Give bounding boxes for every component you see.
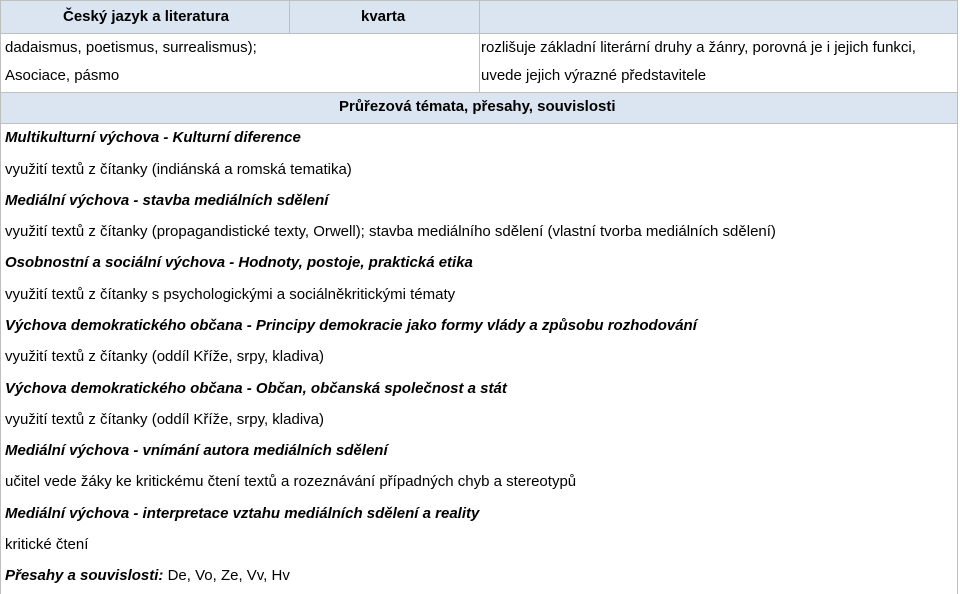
topic-detail: kritické čtení [5, 536, 89, 553]
header-subject-cell [0, 0, 290, 34]
topic-detail: učitel vede žáky ke kritickému čtení textů a rozeznávání případných chyb a stereotypů [5, 473, 577, 490]
topic-title: Osobnostní a sociální výchova - Hodnoty, postoje, praktická etika [5, 254, 473, 271]
topic-detail: využití textů z čítanky (propagandistické texty, Orwell); stavba mediálního sdělení (vlastní tvorba mediálních sdělení) [5, 223, 776, 240]
content-right-line2: uvede jejich výrazné představitele [481, 67, 707, 84]
header-empty-cell [479, 0, 958, 34]
topic-title: Výchova demokratického občana - Principy demokracie jako formy vlády a způsobu rozhodování [5, 317, 697, 334]
content-left-line1: dadaismus, poetismus, surrealismus); [5, 39, 257, 56]
section-heading-cell [0, 92, 958, 124]
header-grade-cell [289, 0, 480, 34]
topic-title: Výchova demokratického občana - Občan, občanská společnost a stát [5, 380, 507, 397]
footer-line [5, 566, 290, 586]
topic-detail: využití textů z čítanky s psychologickými a sociálněkritickými tématy [5, 286, 456, 303]
header-subject: Český jazyk a literatura [63, 8, 229, 25]
content-right-cell [479, 33, 958, 93]
content-left-cell [0, 33, 480, 93]
section-heading: Průřezová témata, přesahy, souvislosti [339, 98, 616, 115]
topic-detail: využití textů z čítanky (oddíl Kříže, srpy, kladiva) [5, 411, 324, 428]
topics-block [0, 123, 958, 594]
topic-detail: využití textů z čítanky (indiánská a romská tematika) [5, 161, 352, 178]
topic-title: Mediální výchova - interpretace vztahu mediálních sdělení a reality [5, 505, 480, 522]
topic-title: Mediální výchova - vnímání autora mediálních sdělení [5, 442, 388, 459]
footer-label: Přesahy a souvislosti: [5, 567, 164, 584]
topic-title: Mediální výchova - stavba mediálních sdělení [5, 192, 329, 209]
topic-title: Multikulturní výchova - Kulturní diference [5, 129, 301, 146]
topic-detail: využití textů z čítanky (oddíl Kříže, srpy, kladiva) [5, 348, 324, 365]
header-grade: kvarta [361, 8, 406, 25]
footer-value: De, Vo, Ze, Vv, Hv [163, 567, 290, 584]
content-left-line2: Asociace, pásmo [5, 67, 120, 84]
content-right-line1: rozlišuje základní literární druhy a žánry, porovná je i jejich funkci, [481, 39, 916, 56]
